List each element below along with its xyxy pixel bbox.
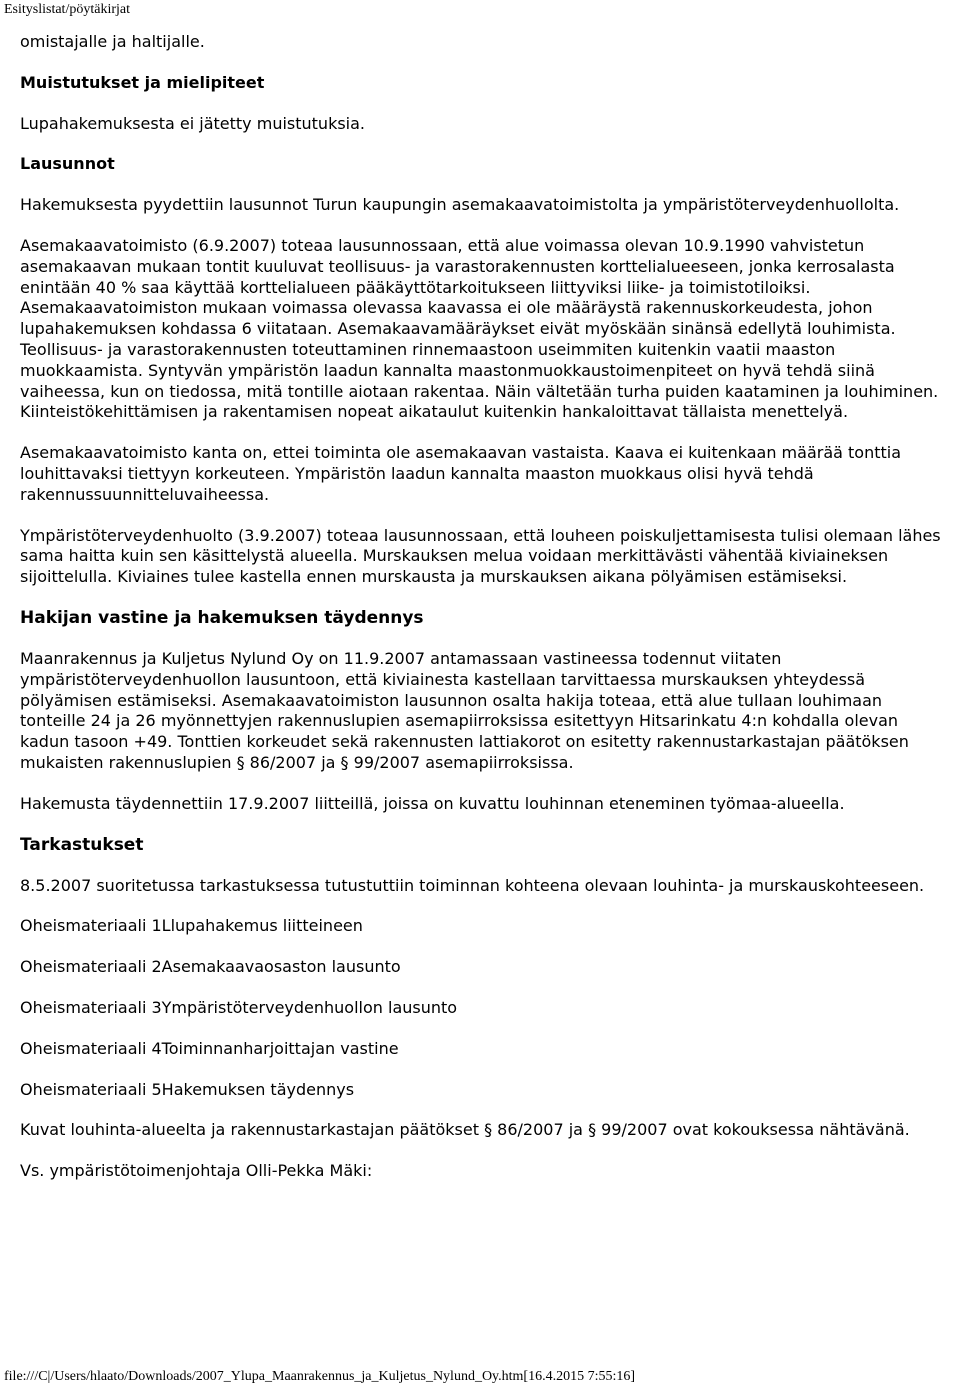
kuvat-paragraph: Kuvat louhinta-alueelta ja rakennustarkastajan päätökset § 86/2007 ja § 99/2007 ovat kokouksessa nähtävänä. (20, 1120, 910, 1140)
vastine-heading: Hakijan vastine ja hakemuksen täydennys (20, 607, 424, 628)
attachment-item: Oheismateriaali 5Hakemuksen täydennys (20, 1079, 355, 1099)
document-body (20, 32, 945, 1202)
vastine-paragraph: Maanrakennus ja Kuljetus Nylund Oy on 11.9.2007 antamassaan vastineessa todennut viitaten ympäristöterveydenhuollon lausuntoon, että kiviainesta kastellaan tarvittaessa murskauksen yhteydessä pölyämisen estämiseksi. Asemakaavatoimiston lausunnon osalta hakija toteaa, että alue tullaan louhimaan tonteille 24 ja 26 myönnettyjen rakennuslupien asemapiirroksissa esitettyyn Hitsarinkatu 4:n kohdalla olevan kadun tasoon +49. Tonttien korkeudet sekä rakennusten lattiakorot on esitetty rakennustarkastajan päätöksen mukaisten rakennuslupien § 86/2007 ja § 99/2007 asemapiirroksissa. (20, 648, 909, 772)
attachment-item: Oheismateriaali 3Ympäristöterveydenhuollon lausunto (20, 997, 458, 1017)
lausunnot-heading: Lausunnot (20, 154, 115, 174)
attachment-item: Oheismateriaali 2Asemakaavaosaston lausunto (20, 957, 401, 977)
taydennys-paragraph: Hakemusta täydennettiin 17.9.2007 liitteillä, joissa on kuvattu louhinnan eteneminen työmaa-alueella. (20, 793, 845, 813)
muistutukset-heading: Muistutukset ja mielipiteet (20, 72, 265, 92)
muistutukset-text: Lupahakemuksesta ei jätetty muistutuksia. (20, 113, 366, 133)
attachment-item: Oheismateriaali 4Toiminnanharjoittajan vastine (20, 1038, 399, 1058)
signature-line: Vs. ympäristötoimenjohtaja Olli-Pekka Mäki: (20, 1161, 373, 1181)
lausunto-asemakaava-paragraph-2: Asemakaavatoimisto kanta on, ettei toiminta ole asemakaavan vastaista. Kaava ei kuitenkaan määrää tonttia louhittavaksi tiettyyn korkeuteen. Ympäristön laadun kannalta maaston muokkaus olisi hyvä tehdä rakennussuunnitteluvaiheessa. (20, 443, 902, 504)
intro-fragment: omistajalle ja haltijalle. (20, 32, 205, 51)
file-path-footer: file:///C|/Users/hlaato/Downloads/2007_Ylupa_Maanrakennus_ja_Kuljetus_Nylund_Oy.htm[16.4.2015 7:55:16] (4, 1369, 636, 1384)
tarkastukset-heading: Tarkastukset (20, 834, 144, 855)
lausunnot-intro: Hakemuksesta pyydettiin lausunnot Turun kaupungin asemakaavatoimistolta ja ympäristöterveydenhuollolta. (20, 195, 900, 215)
attachment-item: Oheismateriaali 1Llupahakemus liitteineen (20, 916, 363, 936)
lausunto-asemakaava-paragraph: Asemakaavatoimisto (6.9.2007) toteaa lausunnossaan, että alue voimassa olevan 10.9.1990 vahvistetun asemakaavan mukaan tontit kuuluvat teollisuus- ja varastorakennusten korttelialueeseen, jonka kerrosalasta enintään 40 % saa käyttää korttelialueen pääkäyttötarkoitukseen liittyviksi liike- ja toimistotiloiksi. Asemakaavatoimiston mukaan voimassa olevassa kaavassa ei ole määräystä rakennuskorkeudesta, johon lupahakemuksen kohdassa 6 viitataan. Asemakaavamääräykset eivät myöskään sinänsä edellytä louhimista. Teollisuus- ja varastorakennusten toteuttaminen rinnemaastoon useimmiten kuitenkin vaatii maaston muokkaamista. Syntyvän ympäristön laadun kannalta maastonmuokkaustoimenpiteet on hyvä tehdä siinä vaiheessa, kun on tiedossa, mitä tontille aiotaan rakentaa. Näin vältetään turha puiden kaataminen ja louhiminen. Kiinteistökehittämisen ja rakentamisen nopeat aikataulut kuitenkin hankaloittavat tällaista menettelyä. (20, 235, 939, 422)
lausunto-ymparisto-paragraph: Ympäristöterveydenhuolto (3.9.2007) toteaa lausunnossaan, että louheen poiskuljettamisesta tulisi olemaan lähes sama haitta kuin sen käsittelystä alueella. Murskauksen melua voidaan merkittävästi vähentää kiviaineksen sijoittelulla. Kiviaines tulee kastella ennen murskausta ja murskauksen aikana pölyämisen estämiseksi. (20, 525, 941, 587)
document-breadcrumb: Esityslistat/pöytäkirjat (4, 2, 130, 17)
tarkastukset-paragraph: 8.5.2007 suoritetussa tarkastuksessa tutustuttiin toiminnan kohteena olevaan louhinta- ja murskauskohteeseen. (20, 875, 925, 895)
